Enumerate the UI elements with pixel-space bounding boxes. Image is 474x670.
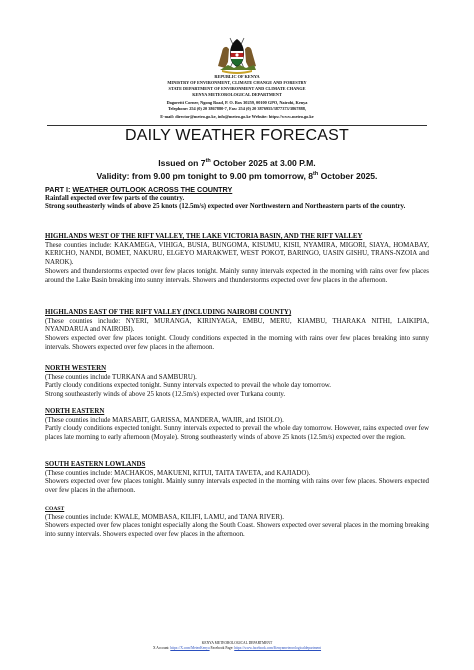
region-forecast: Partly cloudy conditions expected tonight. Sunny intervals expected to prevail the whole day tomorrow. <box>45 382 332 390</box>
region-north-western <box>45 365 429 400</box>
region-forecast: Partly cloudy conditions expected tonight. Sunny intervals expected to prevail the whole day tomorrow. However, rains expected over few places late morning to early afternoon (Moyale). Strong southeasterly winds of above 25 knots (12.5m/s) expected over the region. <box>45 425 429 442</box>
region-forecast: Showers expected over few places tonight especially along the South Coast. Showers expected over several places in the morning breaking into sunny intervals. Showers expected over few places in the afternoon. <box>45 522 429 539</box>
department-label: KENYA METEOROLOGICAL DEPARTMENT <box>192 92 282 97</box>
part1-heading: PART I: WEATHER OUTLOOK ACROSS THE COUNTRY <box>45 185 233 194</box>
issued-block <box>0 156 474 182</box>
region-extra: Strong southeasterly winds of above 25 knots (12.5m/s) expected over Turkana county. <box>45 391 286 399</box>
part1-winds: Strong southeasterly winds of above 25 knots (12.5m/s) expected over Northwestern and Northeastern parts of the country. <box>45 203 406 211</box>
ministry-label: MINISTRY OF ENVIRONMENT, CLIMATE CHANGE AND FORESTRY <box>167 80 307 85</box>
page-title: DAILY WEATHER FORECAST <box>125 127 349 144</box>
coat-of-arms-icon <box>214 32 260 74</box>
region-forecast: Showers expected over few places tonight. Cloudy conditions expected in the morning with rains over few places breaking into sunny intervals. Showers expected over few places in the afternoon. <box>45 335 429 351</box>
region-counties: These counties include: KAKAMEGA, VIHIGA, BUSIA, BUNGOMA, KISUMU, KISII, NYAMIRA, MIGORI, SIAYA, HOMABAY, KERICHO, NANDI, BOMET, NAKURU, ELGEYO MARAKWET, WEST POKOT, BARINGO, UASIN GISHU, TRANS-NZOIA and NAROK). <box>45 241 429 267</box>
address-label: Dagoretti Corner, Ngong Road, P. O. Box 30259, 00100 GPO, Nairobi, Kenya <box>166 100 308 105</box>
region-forecast: Showers expected over few places tonight. Mainly sunny intervals expected in the morning with rains over few places. Showers expected over few places in the afternoon. <box>45 478 429 495</box>
validity-line: Validity: from 9.00 pm tonight to 9.00 pm tomorrow, 8th October 2025. <box>96 170 378 181</box>
footer-links: X Account: https://X.com/MeteoKenya Facebook Page: https://www.facebook.com/Kenyameteorologicaldepartment <box>152 646 322 650</box>
region-heading: SOUTH EASTERN LOWLANDS <box>45 461 146 468</box>
part1-section <box>45 186 429 212</box>
region-south-eastern <box>45 461 429 496</box>
part1-rainfall: Rainfall expected over few parts of the country. <box>45 194 185 202</box>
state-department-label: STATE DEPARTMENT OF ENVIRONMENT AND CLIMATE CHANGE <box>168 86 306 91</box>
region-counties: (These counties include: MACHAKOS, MAKUENI, KITUI, TAITA TAVETA, and KAJIADO). <box>45 469 311 477</box>
x-account-link[interactable]: https://X.com/MeteoKenya <box>170 646 210 650</box>
telephone-label: Telephone: 254 (0) 20 3867880-7, Fax: 254 (0) 20 3876955/3877373/3867888, <box>168 106 306 111</box>
region-east-rift <box>45 309 429 353</box>
region-west-rift <box>45 233 429 285</box>
region-heading: NORTH WESTERN <box>45 365 107 372</box>
region-heading: HIGHLANDS WEST OF THE RIFT VALLEY, THE LAKE VICTORIA BASIN, AND THE RIFT VALLEY <box>45 233 363 240</box>
region-coast <box>45 505 429 540</box>
region-heading: COAST <box>45 506 65 512</box>
region-heading: HIGHLANDS EAST OF THE RIFT VALLEY (INCLUDING NAIROBI COUNTY) <box>45 309 292 316</box>
footer-department: KENYA METEOROLOGICAL DEPARTMENT <box>201 641 273 645</box>
header-divider <box>47 125 427 126</box>
region-counties: (These counties include: NYERI, MURANGA, KIRINYAGA, EMBU, MERU, KIAMBU, THARAKA NITHI, LAIKIPIA, NYANDARUA and NAIROBI). <box>45 317 429 334</box>
region-forecast: Showers and thunderstorms expected over few places tonight. Mainly sunny intervals expected in the morning with rains over few places around the Lake Basin breaking into sunny intervals. Showers and thunderstorms expected over few places in the afternoon. <box>45 267 429 284</box>
region-heading: NORTH EASTERN <box>45 408 105 415</box>
region-north-eastern <box>45 408 429 443</box>
facebook-page-link[interactable]: https://www.facebook.com/Kenyameteorologicaldepartment <box>234 646 322 650</box>
contacts-label: E-mail: director@meteo.go.ke, info@meteo.go.ke Website: https://www.meteo.go.ke <box>160 114 314 119</box>
region-counties: (These counties include: KWALE, MOMBASA, KILIFI, LAMU, and TANA RIVER). <box>45 513 284 521</box>
region-counties: (These counties include MARSABIT, GARISSA, MANDERA, WAJIR, and ISIOLO). <box>45 416 284 424</box>
issued-line: Issued on 7th October 2025 at 3.00 P.M. <box>158 157 316 168</box>
republic-label: REPUBLIC OF KENYA <box>214 74 260 79</box>
region-counties: (These counties include TURKANA and SAMBURU). <box>45 373 197 381</box>
